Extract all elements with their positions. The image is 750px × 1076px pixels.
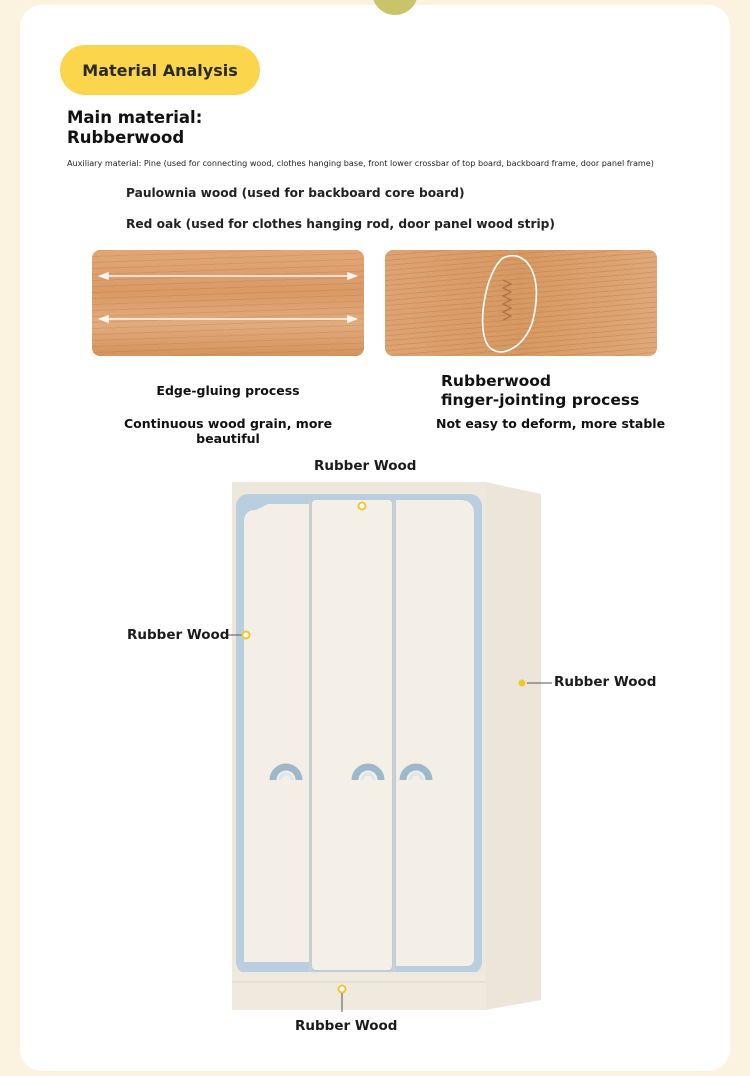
main-material-value: Rubberwood — [67, 128, 185, 147]
section-title: Material Analysis — [82, 60, 238, 80]
paulownia-text: Paulownia wood (used for backboard core board) — [126, 186, 465, 200]
callout-bottom-label: Rubber Wood — [295, 1018, 398, 1034]
marker-bottom-dot — [339, 986, 346, 993]
wardrobe-base — [232, 972, 486, 1010]
marker-right-dot — [519, 680, 526, 687]
wardrobe-side-panel — [485, 482, 541, 1010]
left-door — [244, 504, 309, 962]
callout-right-label: Rubber Wood — [554, 674, 657, 690]
red-oak-text: Red oak (used for clothes hanging rod, door panel wood strip) — [126, 217, 555, 231]
main-material-label: Main material: — [67, 108, 203, 127]
marker-top-dot — [359, 503, 366, 510]
auxiliary-material-text: Auxiliary material: Pine (used for connecting wood, clothes hanging base, front lower crossbar of top board, backboard frame, door panel frame) — [67, 158, 654, 168]
middle-door — [312, 500, 392, 970]
finger-jointing-title-line1: Rubberwood — [441, 372, 552, 390]
callout-left-label: Rubber Wood — [127, 627, 230, 643]
finger-jointing-title-line2: finger-jointing process — [441, 391, 640, 409]
edge-gluing-desc: Continuous wood grain, more beautiful — [123, 416, 333, 446]
edge-gluing-title: Edge-gluing process — [156, 383, 300, 398]
callout-top-label: Rubber Wood — [314, 458, 417, 474]
marker-left-dot — [243, 632, 250, 639]
right-door — [396, 500, 474, 966]
finger-jointing-desc: Not easy to deform, more stable — [436, 416, 666, 431]
